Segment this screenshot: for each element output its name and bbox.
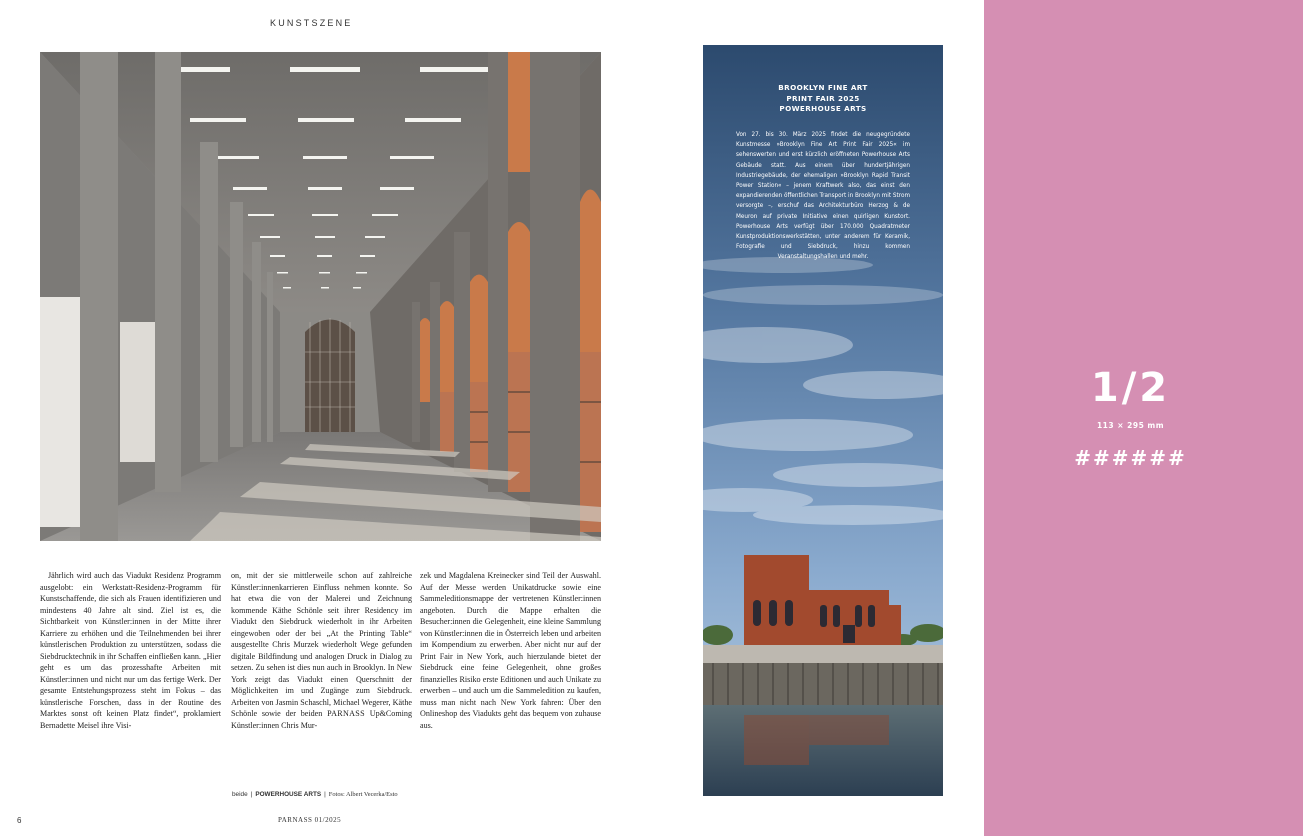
credit-title: POWERHOUSE ARTS xyxy=(255,791,322,798)
article-text-col1: Jährlich wird auch das Viadukt Residenz Programm ausgelobt: ein Werkstatt-Residenz-Programm für Kunstschaffende, die sich als Frauen identifizieren und mindestens 40 Jahre alt sind. Ziel ist es, die Sichtbarkeit von Künstler:innen in der Mitte ihrer Karriere zu erhöhen und die Teilnehmenden bei ihrer künstlerischen Produktion zu unterstützen, sodass die Siebdrucktechnik in ihr Schaffen einfließen kann. „Hier geht es um das prozesshafte Arbeiten mit Künstler:innen und nicht nur um das fertige Werk. Der gesamte Entstehungsprozess steht im Fokus – das künstlerische Forschen, dass in der Routine des Marktes sonst oft keinen Platz findet“, proklamiert Bernadette Meisel ihre Visi- xyxy=(40,571,221,730)
credit-prefix: beide xyxy=(232,791,248,798)
article-column-2 xyxy=(231,570,412,731)
hall-interior-image xyxy=(40,52,601,541)
parnass-brand: PARNASS xyxy=(327,709,365,718)
magazine-footer: PARNASS 01/2025 xyxy=(278,816,342,824)
ad-title xyxy=(703,83,943,115)
ad-placeholder-hashes: ###### xyxy=(1074,446,1187,470)
article-column-3 xyxy=(420,570,601,731)
page-number: 6 xyxy=(17,816,22,825)
hall-photo xyxy=(40,52,601,541)
article-text-col2-part1: on, mit der sie mittlerweile schon auf zahlreiche Künstler:innenkarrieren Einfluss nehmen konnte. So hat etwa die von der Malerei und Zeichnung kommende Käthe Schönle seit ihrer Residency im Viadukt den Siebdruck wiederholt in ihr Arbeiten eingewoben oder der bei „At the Printing Table“ ausgestellte Chris Murzek wiederholt Wege gefunden digitale Bildfindung und analogen Druck in Dialog zu setzen. Zu sehen ist dies nun auch in Brooklyn. In New York zeigt das Viadukt einen Querschnitt der Möglichkeiten im und Zugänge zum Siebdruck. Arbeiten von Jasmin Schaschl, Michael Wegerer, Käthe Schönle sowie der beiden xyxy=(231,571,412,718)
credit-photographer: Fotos: Albert Vecerka/Esto xyxy=(328,791,398,798)
photo-credit: beide | POWERHOUSE ARTS | Fotos: Albert Vecerka/Esto xyxy=(232,791,398,798)
ad-panel xyxy=(703,45,943,796)
ad-title-line: POWERHOUSE ARTS xyxy=(779,104,867,113)
ad-title-line: BROOKLYN FINE ART xyxy=(778,83,868,92)
article-text-col2-part2: Up&Coming Künstler:innen Chris Mur- xyxy=(231,709,412,730)
article-column-1 xyxy=(40,570,221,731)
article-text-col3: zek und Magdalena Kreinecker sind Teil der Auswahl. Auf der Messe werden Unikatdrucke sowie eine Sammeleditionsmappe der vertretenen Künstler:innen angeboten. Durch die Mappe erhalten die Besucher:innen die Gelegenheit, eine kleine Sammlung von Künstler:innen die in Österreich leben und arbeiten im Kompendium zu erwerben. Aber nicht nur auf der Print Fair in New York, auch hierzulande bietet der Siebdruck eine feine Gelegenheit, ohne großes finanzielles Risiko erste Editionen und auch Unikate zu erwerben – und auch um die Sammeledition zu kaufen, muss man nicht nach New York fahren: Über den Onlineshop des Viadukts geht das bequem von zuhause aus. xyxy=(420,571,601,730)
section-label: KUNSTSZENE xyxy=(270,18,353,28)
ad-text: Von 27. bis 30. März 2025 findet die neugegründete Kunstmesse »Brooklyn Fine Art Print Fair 2025« im sehenswerten und erst kürzlich eröffneten Powerhouse Arts Gebäude statt. Aus einem über hundertjährigen Industriegebäude, der ehemaligen »Brooklyn Rapid Transit Power Station« – jenem Kraftwerk also, das einst den expandierenden öffentlichen Transport in Brooklyn mit Strom versorgte –, erschuf das Architekturbüro Herzog & de Meuron auf private Initiative einen quirligen Kunstort. Powerhouse Arts verfügt über 170.000 Quadratmeter Kunstproduktionswerkstätten, unter anderem für Keramik, Fotografie und Siebdruck, hinzu kommen Veranstaltungshallen und mehr. xyxy=(736,132,910,261)
ad-placeholder-panel xyxy=(984,0,1303,836)
ad-size-fraction: 1/2 xyxy=(1090,365,1171,411)
article-text-col2 xyxy=(231,570,412,731)
ad-title-line: PRINT FAIR 2025 xyxy=(786,93,860,103)
ad-size-dimensions: 113 × 295 mm xyxy=(1096,421,1165,430)
